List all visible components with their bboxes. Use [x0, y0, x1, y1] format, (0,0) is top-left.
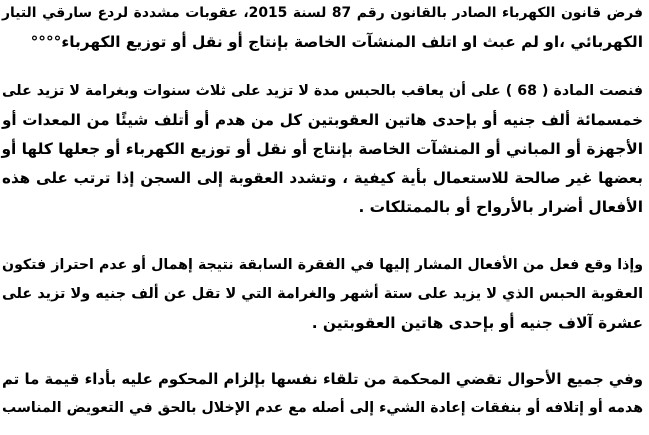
paragraph-1-line-1: فرض قانون الكهرباء الصادر بالقانون رقم 87 لسنة 2015، عقوبات مشددة لردع سارقي التيار — [2, 5, 643, 21]
paragraph-3-line-3: عشرة آلاف جنيه أو بإحدى هاتين العقوبتين . — [311, 314, 643, 332]
paragraph-4-line-2: هدمه أو إتلافه أو بنفقات إعادة الشيء إلى أصله مع عدم الإخلال بالحق في التعويض المناسب — [2, 400, 643, 416]
paragraph-3-line-1: وإذا وقع فعل من الأفعال المشار إليها في الفقرة السابقة نتيجة إهمال أو عدم احتراز فتكون — [2, 257, 643, 273]
paragraph-3-line-2: العقوبة الحبس الذي لا يزيد على ستة أشهر والغرامة التي لا تقل عن ألف جنيه ولا تزيد على — [2, 286, 643, 302]
paragraph-2-line-2: خمسمائة ألف جنيه أو بإحدى هاتين العقوبتين كل من هدم أو أتلف شيئًا من المعدات أو — [2, 111, 643, 129]
paragraph-4-line-1: وفي جميع الأحوال تقضي المحكمة من تلقاء نفسها بإلزام المحكوم عليه بأداء قيمة ما تم — [2, 370, 643, 388]
paragraph-2-line-1: فنصت المادة ( 68 ) على أن يعاقب بالحبس مدة لا تزيد على ثلاث سنوات وبغرامة لا تزيد على — [2, 83, 644, 99]
paragraph-2-line-5: الأفعال أضرار بالأرواح أو بالممتلكات . — [358, 198, 643, 216]
paragraph-2-line-3: الأجهزة أو المباني أو المنشآت الخاصة بإنتاج أو نقل أو توزيع الكهرباء أو جعلها كلها أو — [1, 140, 643, 158]
paragraph-2-line-4: بعضها غير صالحة للاستعمال بأية كيفية ، وتشدد العقوبة إلى السجن إذا ترتب على هذه — [2, 169, 643, 187]
paragraph-1-line-2: الكهربائي ،او لم عبث او اتلف المنشآت الخاصة بإنتاج أو نقل أو توزيع الكهرباء°°°° — [30, 33, 643, 51]
